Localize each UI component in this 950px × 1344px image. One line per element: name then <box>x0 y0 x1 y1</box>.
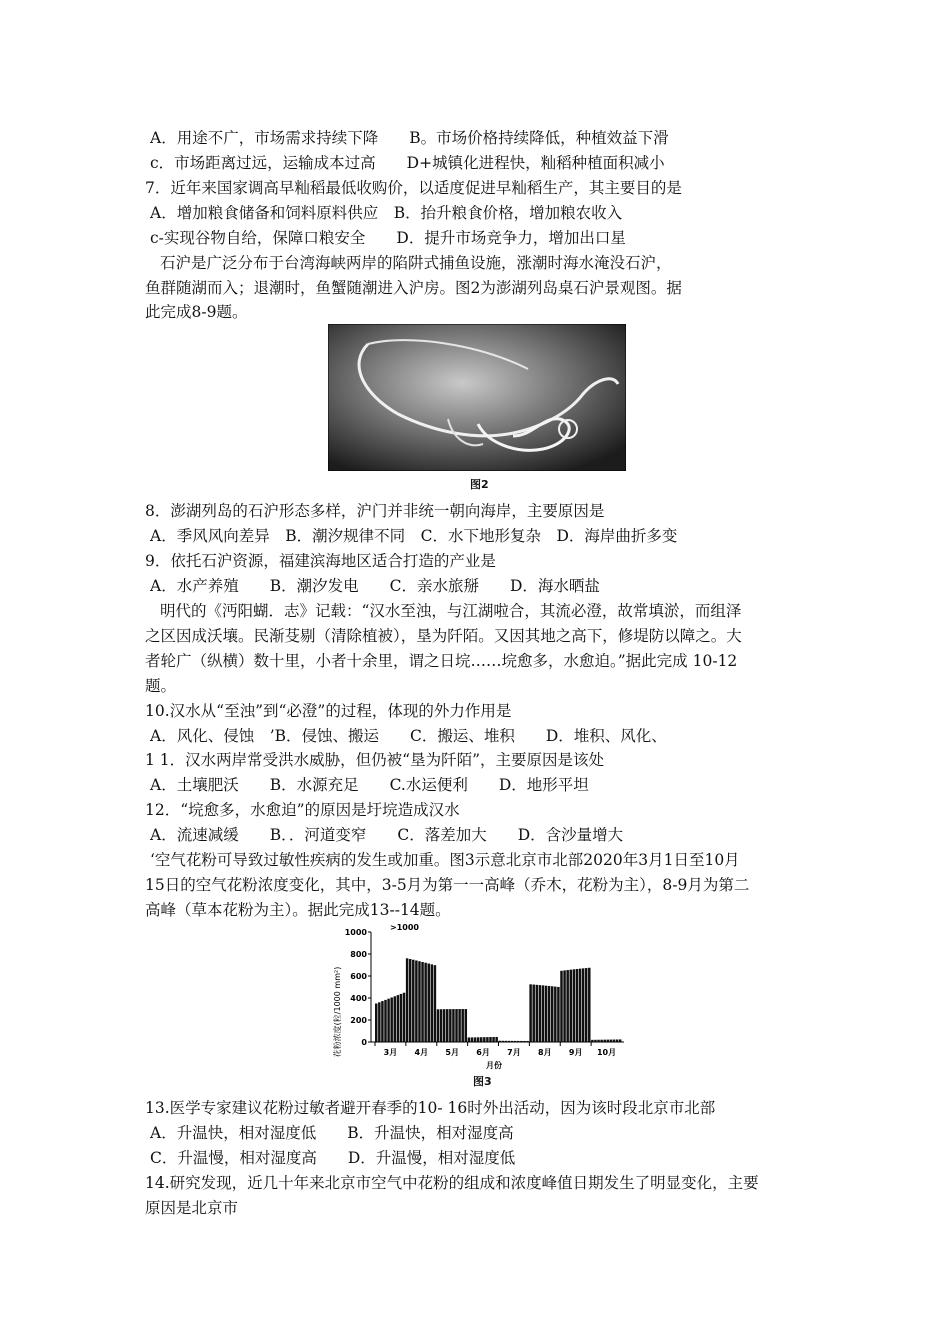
passage-10-12-line4: 题。 <box>145 677 177 695</box>
chart-bar <box>554 987 556 1042</box>
chart-bar <box>566 970 568 1042</box>
passage-10-12-line3: 者轮广（纵横）数十里，小者十余里，谓之日垸……垸愈多，水愈迫。”据此完成 10-12 <box>145 652 738 670</box>
question-12: 12．“垸愈多，水愈迫”的原因是圩垸造成汉水 <box>145 801 460 819</box>
options-13a: A．升温快，相对湿度低 B．升温快，相对湿度高 <box>150 1124 514 1142</box>
option-line-7a: A．增加粮食储备和饲料原料供应 B．抬升粮食价格，增加粮农收入 <box>150 204 623 222</box>
chart-bar <box>474 1037 476 1042</box>
chart-month-label: 10月 <box>596 1048 617 1057</box>
chart-month-label: 3月 <box>383 1048 398 1057</box>
passage-13-14-line1: ‘空气花粉可导致过敏性疾病的发生或加重。图3示意北京市北部2020年3月1日至10月 <box>150 851 740 869</box>
chart-bar <box>585 968 587 1042</box>
chart-bar <box>403 993 405 1042</box>
chart-bar <box>375 1004 377 1043</box>
chart-month-label: 5月 <box>445 1048 459 1057</box>
chart-bar <box>418 961 420 1042</box>
chart-bar <box>545 986 547 1042</box>
chart-bar <box>588 968 590 1042</box>
options-12: A．流速减缓 B．．河道变窄 C．落差加大 D．含沙量增大 <box>150 826 624 844</box>
chart-bar <box>495 1037 497 1042</box>
figure-2-photo <box>328 324 626 471</box>
figure-3-chart <box>326 922 632 1072</box>
chart-bar <box>437 1009 439 1042</box>
chart-ytick-label: 800 <box>350 950 367 959</box>
passage-13-14-line3: 高峰（草本花粉为主）。据此完成13--14题。 <box>145 901 451 919</box>
chart-bar <box>548 986 550 1042</box>
chart-bar <box>465 1009 467 1042</box>
chart-bar <box>536 985 538 1042</box>
chart-bar <box>471 1037 473 1042</box>
chart-bar <box>480 1037 482 1042</box>
chart-ytick-label: 0 <box>361 1038 367 1047</box>
chart-ytick-label: 1000 <box>344 928 367 937</box>
chart-bar <box>551 986 553 1042</box>
chart-bar <box>570 970 572 1042</box>
chart-bar <box>427 964 429 1042</box>
chart-bar <box>582 968 584 1042</box>
question-14-line1: 14.研究发现，近几十年来北京市空气中花粉的组成和浓度峰值日期发生了明显变化，主要 <box>145 1174 759 1192</box>
chart-bar <box>576 969 578 1042</box>
question-8: 8．澎湖列岛的石沪形态多样，沪门并非统一朝向海岸，主要原因是 <box>145 502 605 520</box>
question-11: 1 1．汉水两岸常受洪水威胁，但仍被“垦为阡陌”，主要原因是该处 <box>145 751 605 769</box>
option-line-6b: c．市场距离过远，运输成本过高 D+城镇化进程快，籼稻种植面积减小 <box>150 154 665 172</box>
chart-bar <box>446 1009 448 1042</box>
question-10: 10.汉水从“至浊”到“必澄”的过程，体现的外力作用是 <box>145 702 512 720</box>
chart-bar <box>486 1037 488 1042</box>
chart-bar <box>539 985 541 1042</box>
chart-bar <box>461 1009 463 1042</box>
chart-bar <box>378 1002 380 1042</box>
chart-ylabel: 花粉浓度(粒/1000 mm²) <box>333 966 342 1058</box>
chart-bar <box>394 996 396 1042</box>
options-8: A．季风风向差异 B．潮汐规律不同 C．水下地形复杂 D．海岸曲折多变 <box>150 527 678 545</box>
chart-bar <box>492 1037 494 1042</box>
chart-month-label: 4月 <box>414 1048 429 1057</box>
chart-bar <box>424 963 426 1042</box>
chart-bar <box>397 995 399 1042</box>
chart-bar <box>440 1009 442 1042</box>
chart-bar <box>387 999 389 1042</box>
chart-bar <box>579 969 581 1042</box>
chart-bar <box>529 984 531 1042</box>
chart-ytick-label: 600 <box>350 972 367 981</box>
passage-10-12-line2: 之区因成沃壤。民渐芟剔（清除植被），垦为阡陌。又因其地之高下，修堤防以障之。大 <box>145 627 742 645</box>
question-9: 9．依托石沪资源，福建滨海地区适合打造的产业是 <box>145 552 496 570</box>
chart-peak-label: >1000 <box>390 923 419 932</box>
chart-bar <box>421 962 423 1042</box>
chart-bar <box>560 971 562 1042</box>
passage-13-14-line2: 15日的空气花粉浓度变化，其中，3-5月为第一一高峰（乔木，花粉为主），8-9月为第二 <box>145 876 750 894</box>
chart-xlabel: 月份 <box>486 1061 502 1070</box>
chart-month-label: 8月 <box>538 1048 552 1057</box>
chart-bar <box>458 1009 460 1042</box>
options-13b: C．升温慢，相对湿度高 D．升温慢，相对湿度低 <box>150 1149 516 1167</box>
figure-2-caption: 图2 <box>470 478 489 491</box>
figure-3-caption: 图3 <box>473 1075 492 1088</box>
chart-bar <box>452 1009 454 1042</box>
chart-bar <box>434 965 436 1042</box>
chart-bar <box>542 985 544 1042</box>
chart-bar <box>483 1037 485 1042</box>
chart-bar <box>431 964 433 1042</box>
chart-bar <box>573 969 575 1042</box>
chart-bar <box>400 994 402 1042</box>
chart-bar <box>557 987 559 1042</box>
chart-ytick-label: 400 <box>350 994 367 1003</box>
chart-month-label: 6月 <box>476 1048 490 1057</box>
chart-bar <box>563 970 565 1042</box>
option-line-6a: A．用途不广，市场需求持续下降 B。市场价格持续降低，种植效益下滑 <box>150 129 669 147</box>
chart-bar <box>468 1037 470 1042</box>
options-9: A．水产养殖 B．潮汐发电 C．亲水旅掰 D．海水晒盐 <box>150 577 600 595</box>
passage-8-9-line2: 鱼群随湖而入；退潮时，鱼蟹随潮进入沪房。图2为澎湖列岛桌石沪景观图。据 <box>145 279 682 297</box>
chart-bar <box>390 997 392 1042</box>
passage-8-9-line3: 此完成8-9题。 <box>145 303 248 321</box>
options-11: A．土壤肥沃 B．水源充足 C.水运便利 D．地形平坦 <box>150 776 589 794</box>
chart-bar <box>384 1000 386 1042</box>
passage-10-12-line1: 明代的《沔阳蝴．志》记载：“汉水至浊，与江湖啦合，其流必澄，故常填淤，而组泽 <box>160 602 742 620</box>
chart-bar <box>409 959 411 1042</box>
options-10: A．风化、侵蚀 ’B．侵蚀、搬运 C．搬运、堆积 D．堆积、风化、 <box>150 727 667 745</box>
chart-bar <box>489 1037 491 1042</box>
chart-bar <box>455 1009 457 1042</box>
chart-bar <box>443 1009 445 1042</box>
chart-ytick-label: 200 <box>350 1016 367 1025</box>
question-7: 7．近年来国家调高早籼稻最低收购价，以适度促进早籼稻生产，其主要目的是 <box>145 179 682 197</box>
chart-bar <box>449 1009 451 1042</box>
chart-bar <box>532 985 534 1042</box>
chart-bar <box>415 960 417 1042</box>
chart-month-label: 7月 <box>507 1048 521 1057</box>
passage-8-9-line1: 石沪是广泛分布于台湾海峡两岸的陷阱式捕鱼设施，涨潮时海水淹没石沪， <box>160 254 672 272</box>
chart-bar <box>477 1037 479 1042</box>
chart-bar <box>406 958 408 1042</box>
chart-month-label: 9月 <box>568 1048 583 1057</box>
chart-bar <box>412 960 414 1042</box>
chart-bar <box>381 1001 383 1042</box>
question-14-line2: 原因是北京市 <box>145 1199 239 1217</box>
question-13: 13.医学专家建议花粉过敏者避开春季的10- 16时外出活动，因为该时段北京市北部 <box>145 1099 716 1117</box>
option-line-7b: c-实现谷物自给，保障口粮安全 D．提升市场竞争力，增加出口星 <box>150 229 626 247</box>
